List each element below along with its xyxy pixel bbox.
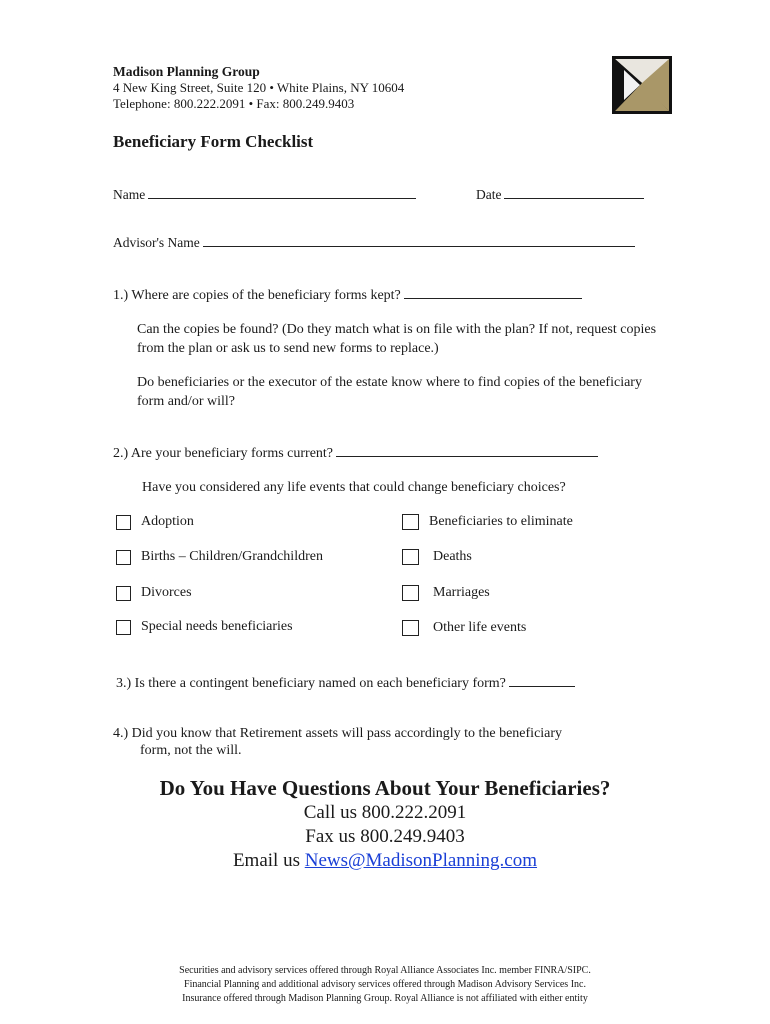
- cta-fax: Fax us 800.249.9403: [305, 826, 465, 847]
- checkbox-divorces[interactable]: [116, 585, 192, 601]
- date-field-row: [476, 186, 644, 203]
- question-1-note-1: Can the copies be found? (Do they match what is on file with the plan? If not, request copies from the plan or ask us to send new forms to replace.): [137, 322, 657, 356]
- cta-email-prefix: Email us: [232, 850, 300, 871]
- form-title: Beneficiary Form Checklist: [113, 132, 314, 151]
- checkbox-box[interactable]: [116, 586, 131, 601]
- checkbox-label: Births – Children/Grandchildren: [141, 549, 323, 564]
- question-3-text: 3.) Is there a contingent beneficiary named on each beneficiary form?: [116, 676, 506, 691]
- checkbox-box[interactable]: [116, 515, 131, 530]
- date-field[interactable]: [504, 186, 644, 199]
- question-2-answer-field[interactable]: [336, 444, 598, 457]
- checkbox-box[interactable]: [402, 620, 419, 636]
- question-4-line-2: form, not the will.: [140, 743, 242, 758]
- checkbox-special-needs[interactable]: [116, 619, 293, 635]
- question-2: [113, 444, 598, 462]
- checkbox-label: Adoption: [141, 514, 194, 529]
- question-4-line-1: 4.) Did you know that Retirement assets will pass accordingly to the beneficiary: [113, 726, 563, 741]
- question-1: [113, 286, 582, 304]
- letterhead: [113, 64, 404, 112]
- email-link[interactable]: News@MadisonPlanning.com: [304, 850, 538, 871]
- checkbox-label: Special needs beneficiaries: [141, 619, 293, 634]
- checkbox-label: Beneficiaries to eliminate: [429, 514, 573, 529]
- name-label: Name: [113, 187, 146, 202]
- checkbox-box[interactable]: [116, 550, 131, 565]
- question-3-answer-field[interactable]: [509, 674, 575, 687]
- footer-line: Insurance offered through Madison Planning Group. Royal Alliance is not affiliated with either entity: [182, 993, 588, 1004]
- question-2-text: 2.) Are your beneficiary forms current?: [113, 446, 334, 461]
- question-1-text: 1.) Where are copies of the beneficiary forms kept?: [113, 288, 401, 303]
- advisor-label: Advisor's Name: [113, 235, 200, 250]
- name-field[interactable]: [148, 186, 416, 199]
- date-label: Date: [476, 187, 502, 202]
- footer-disclaimer: [0, 964, 770, 1006]
- checkbox-deaths[interactable]: [402, 549, 472, 565]
- company-address: 4 New King Street, Suite 120 • White Plains, NY 10604: [113, 80, 405, 95]
- checkbox-box[interactable]: [116, 620, 131, 635]
- footer-line: Securities and advisory services offered through Royal Alliance Associates Inc. member FINRA/SIPC.: [179, 965, 591, 976]
- checkbox-box[interactable]: [402, 585, 419, 601]
- checkbox-label: Deaths: [433, 549, 472, 564]
- checkbox-adoption[interactable]: [116, 514, 194, 530]
- checkbox-label: Divorces: [141, 585, 192, 600]
- advisor-field-row: [113, 234, 635, 251]
- cta-call: Call us 800.222.2091: [303, 802, 467, 823]
- company-logo: [612, 56, 672, 114]
- checkbox-births[interactable]: [116, 549, 323, 565]
- question-1-answer-field[interactable]: [404, 286, 582, 299]
- question-2-subtext: Have you considered any life events that could change beneficiary choices?: [142, 480, 566, 495]
- checkbox-box[interactable]: [402, 514, 419, 530]
- checkbox-other-life-events[interactable]: [402, 620, 526, 636]
- question-1-note-2: Do beneficiaries or the executor of the estate know where to find copies of the beneficiary form and/or will?: [137, 375, 642, 409]
- checkbox-label: Other life events: [433, 620, 527, 635]
- company-contact: Telephone: 800.222.2091 • Fax: 800.249.9403: [113, 96, 355, 111]
- checkbox-beneficiaries-to-eliminate[interactable]: [402, 514, 573, 530]
- footer-line: Financial Planning and additional advisory services offered through Madison Advisory Services Inc.: [184, 979, 586, 990]
- checkbox-box[interactable]: [402, 549, 419, 565]
- advisor-field[interactable]: [203, 234, 635, 247]
- question-3: [116, 674, 575, 692]
- cta-email-row: [0, 850, 770, 872]
- name-field-row: [113, 186, 416, 203]
- checkbox-marriages[interactable]: [402, 585, 490, 601]
- company-name: Madison Planning Group: [113, 64, 260, 79]
- cta-heading: Do You Have Questions About Your Beneficiaries?: [159, 776, 611, 800]
- checkbox-label: Marriages: [433, 585, 490, 600]
